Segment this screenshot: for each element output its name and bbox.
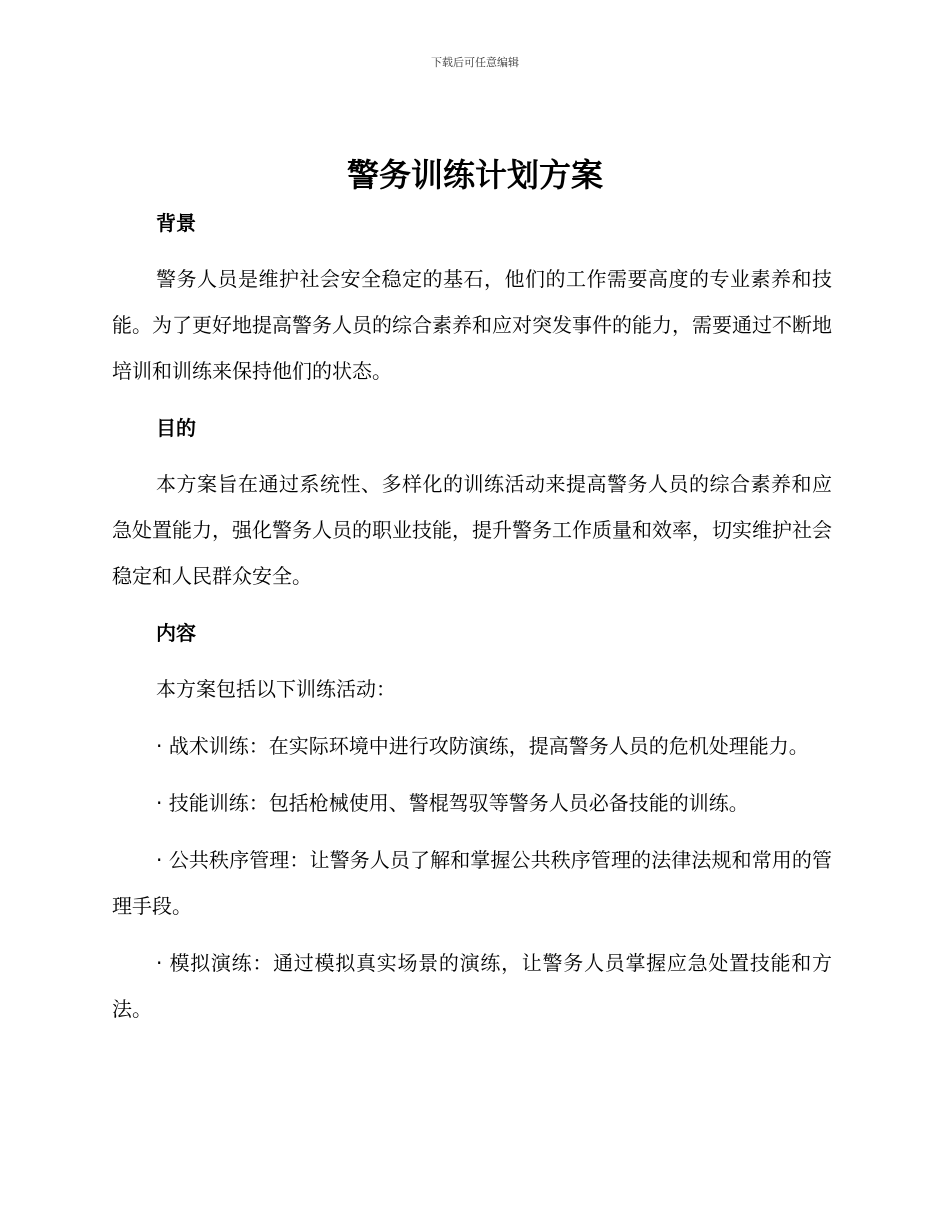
- section-content: [112, 610, 832, 1032]
- list-item-skill-training: · 技能训练：包括枪械使用、警棍驾驭等警务人员必备技能的训练。: [156, 791, 749, 815]
- list-item-simulation-drill: · 模拟演练：通过模拟真实场景的演练，让警务人员掌握应急处置技能和方法。: [112, 951, 832, 1021]
- section-background: [112, 200, 832, 405]
- list-item-public-order: · 公共秩序管理：让警务人员了解和掌握公共秩序管理的法律法规和常用的管理手段。: [112, 848, 832, 918]
- section-heading: 内容: [156, 621, 196, 645]
- section-heading: 目的: [156, 416, 196, 440]
- list-item-tactical-training: · 战术训练：在实际环境中进行攻防演练，提高警务人员的危机处理能力。: [156, 734, 809, 758]
- paragraph: 本方案旨在通过系统性、多样化的训练活动来提高警务人员的综合素养和应急处置能力，强化警务人员的职业技能，提升警务工作质量和效率，切实维护社会稳定和人民群众安全。: [112, 472, 832, 588]
- header-note: 下载后可任意编辑: [431, 56, 519, 69]
- document-title: 警务训练计划方案: [346, 156, 603, 194]
- paragraph: 警务人员是维护社会安全稳定的基石，他们的工作需要高度的专业素养和技能。为了更好地提高警务人员的综合素养和应对突发事件的能力，需要通过不断地培训和训练来保持他们的状态。: [112, 267, 832, 383]
- paragraph: 本方案包括以下训练活动：: [156, 677, 396, 701]
- section-purpose: [112, 405, 832, 610]
- document-body: [112, 200, 832, 1032]
- section-heading: 背景: [156, 211, 196, 235]
